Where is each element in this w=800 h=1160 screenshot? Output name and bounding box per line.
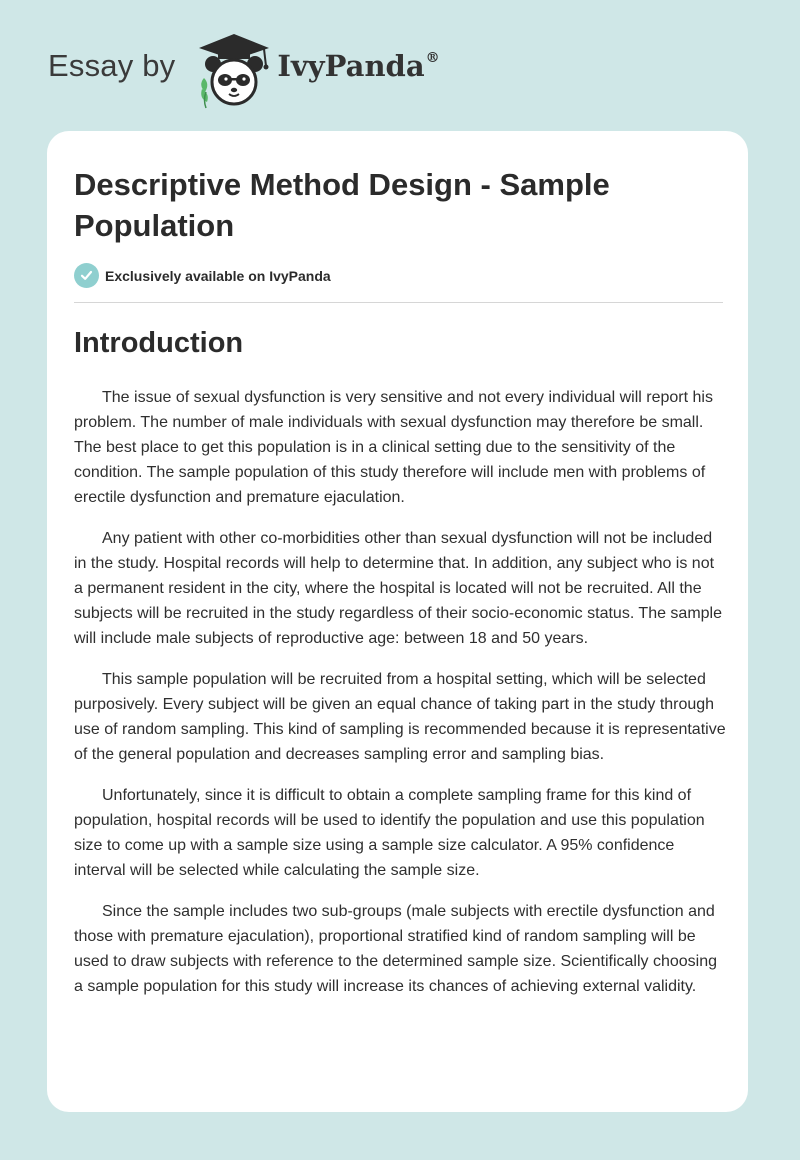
divider xyxy=(74,302,723,303)
article-card xyxy=(47,131,748,1112)
exclusive-badge xyxy=(74,263,331,288)
article-body xyxy=(74,385,726,1015)
section-heading: Introduction xyxy=(74,327,244,359)
paragraph: Unfortunately, since it is difficult to obtain a complete sampling frame for this kind of population, hospital records will be used to identify the population and use this population size to come up with a sample size using a sample size calculator. A 95% confidence interval will be selected while calculating the sample size. xyxy=(74,787,705,879)
badge-label: Exclusively available on IvyPanda xyxy=(105,267,331,284)
paragraph: The issue of sexual dysfunction is very sensitive and not every individual will report his problem. The number of male individuals with sexual dysfunction may therefore be small. The best place to get this population is in a clinical setting due to the sensitivity of the condition. The sample population of this study therefore will include men with problems of erectile dysfunction and premature ejaculation. xyxy=(74,389,713,506)
brand-name: IvyPanda® xyxy=(277,49,440,83)
paragraph: Any patient with other co-morbidities other than sexual dysfunction will not be included in the study. Hospital records will help to determine that. In addition, any subject who is not a permanent resident in the city, where the hospital is located will not be recruited. All the subjects will be recruited in the study regardless of their socio-economic status. The sample will include male subjects of reproductive age: between 18 and 50 years. xyxy=(74,530,723,647)
paragraph: Since the sample includes two sub-groups (male subjects with erectile dysfunction and those with premature ejaculation), proportional stratified kind of random sampling will be used to draw subjects with reference to the determined sample size. Scientifically choosing a sample population for this study will increase its chances of achieving external validity. xyxy=(74,903,717,995)
paragraph: This sample population will be recruited from a hospital setting, which will be selected purposively. Every subject will be given an equal chance of taking part in the study through use of random sampling. This kind of sampling is recommended because it is representative of the general population and decreases sampling error and sampling bias. xyxy=(74,671,726,763)
brand-header[interactable] xyxy=(48,30,440,110)
registered-mark: ® xyxy=(425,50,440,66)
check-circle-icon xyxy=(74,263,99,288)
brand-prefix: Essay by xyxy=(48,48,176,83)
panda-logo-icon xyxy=(189,30,279,110)
page-title: Descriptive Method Design - Sample Population xyxy=(74,167,610,243)
